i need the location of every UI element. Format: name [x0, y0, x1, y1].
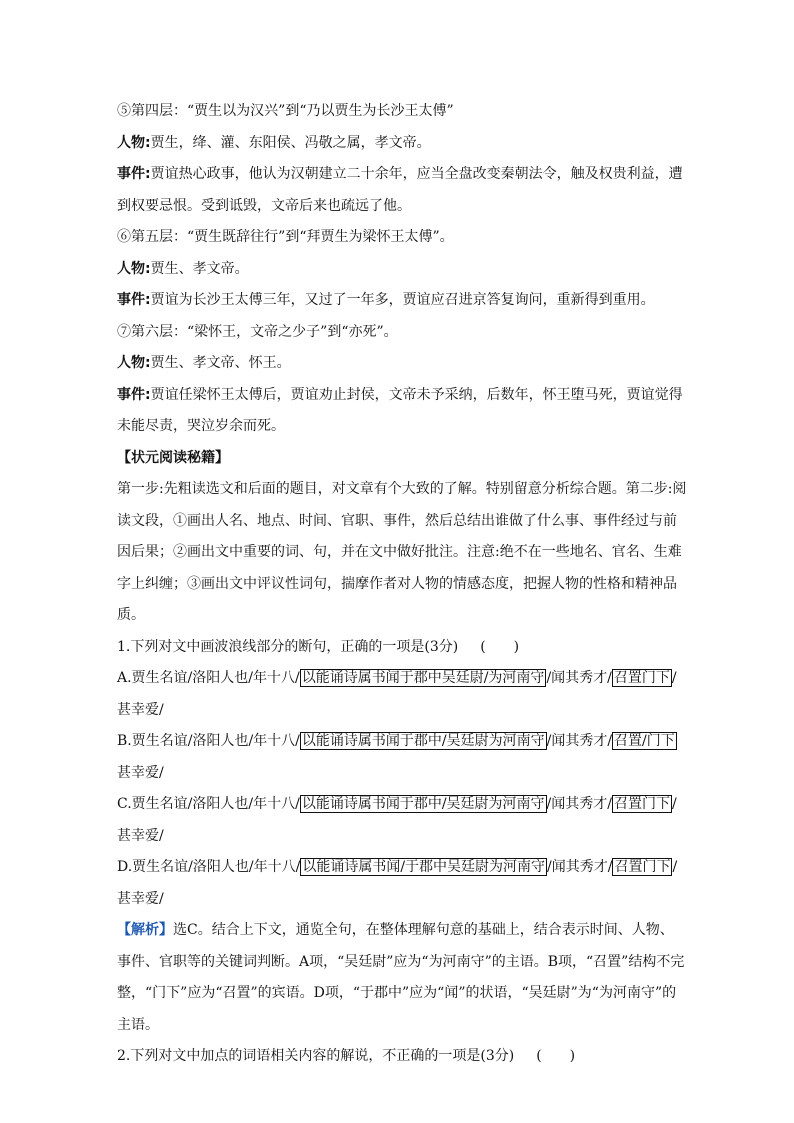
- option-continuation: 甚幸爱/: [117, 827, 164, 844]
- event-label: 事件:: [117, 386, 151, 403]
- option-tail: /: [672, 859, 678, 875]
- option-middle: /闻其秀才/: [547, 859, 613, 875]
- people-label: 人物:: [117, 260, 151, 277]
- people-text: 贾生、孝文帝、怀王。: [150, 355, 291, 371]
- event-label: 事件:: [117, 166, 151, 182]
- wavy-segment-box: 召置门下: [613, 796, 670, 812]
- wavy-segment-box: 以能诵诗属书闻于郡中/吴廷尉为河南守: [301, 733, 545, 749]
- option-prefix: C.贾生名谊/洛阳人也/年十八/: [117, 796, 300, 812]
- section7-event: [117, 380, 687, 443]
- answer-paren: ( ): [480, 638, 520, 655]
- option-b: [117, 726, 687, 789]
- section7-people: [117, 348, 687, 380]
- section7-heading: ⑦第六层：“梁怀王，文帝之少子”到“亦死”。: [117, 323, 398, 340]
- question-2-stem: [117, 1041, 687, 1073]
- wavy-segment-box: 召置门下: [614, 859, 671, 875]
- people-text: 贾生，绛、灌、东阳侯、冯敬之属，孝文帝。: [150, 134, 431, 151]
- document-page: [117, 96, 687, 1073]
- event-label: 事件:: [117, 292, 151, 308]
- option-continuation: 甚幸爱/: [117, 764, 164, 781]
- option-prefix: D.贾生名谊/洛阳人也/年十八/: [117, 859, 301, 875]
- section5-people: [117, 128, 687, 160]
- wavy-segment-box: 召置门下: [613, 670, 670, 686]
- option-tail: /: [671, 670, 677, 686]
- option-continuation: 甚幸爱/: [117, 701, 164, 718]
- tips-body: 第一步:先粗读选文和后面的题目，对文章有个大致的了解。特别留意分析综合题。第二步:阅读文段，①画出人名、地点、时间、官职、事件，然后总结出谁做了什么事、事件经过与前因后果；②画出文中重要的词、句，并在文中做好批注。注意:绝不在一些地名、官名、生难字上纠缠；③画出文中评议性词句，揣摩作者对人物的情感态度，把握人物的性格和精神品质。: [117, 481, 687, 623]
- option-middle: /闻其秀才/: [546, 733, 613, 749]
- analysis-label: 【解析】: [117, 922, 173, 938]
- section6-heading: ⑥第五层：“贾生既辞往行”到“拜贾生为梁怀王太傅”。: [117, 229, 454, 245]
- wavy-segment-box: 以能诵诗属书闻于郡中/吴廷尉为河南守: [301, 796, 545, 812]
- option-continuation: 甚幸爱/: [117, 890, 164, 907]
- event-text: 贾谊任梁怀王太傅后，贾谊劝止封侯，文帝未予采纳，后数年，怀王堕马死，贾谊觉得未能尽责，哭泣岁余而死。: [117, 386, 683, 434]
- wavy-segment-box: 以能诵诗属书闻于郡中吴廷尉/为河南守: [301, 670, 545, 686]
- section5-heading: ⑤第四层：“贾生以为汉兴”到“乃以贾生为长沙王太傅”: [117, 103, 454, 119]
- option-prefix: A.贾生名谊/洛阳人也/年十八/: [117, 670, 300, 686]
- analysis: [117, 915, 687, 1041]
- wavy-segment-box: 召置/门下: [614, 733, 675, 749]
- option-c: [117, 789, 687, 852]
- section6-event: [117, 285, 687, 317]
- question-1-text: 1.下列对文中画波浪线部分的断句，正确的一项是(3分): [117, 638, 459, 655]
- people-text: 贾生、孝文帝。: [150, 260, 249, 277]
- answer-paren: ( ): [536, 1048, 576, 1064]
- tips-heading: 【状元阅读秘籍】: [117, 449, 229, 466]
- option-a: [117, 663, 687, 726]
- option-middle: /闻其秀才/: [546, 670, 612, 686]
- event-text: 贾谊热心政事，他认为汉朝建立二十余年，应当全盘改变秦朝法令，触及权贵利益，遭到权要忌恨。受到诋毁，文帝后来也疏远了他。: [117, 166, 683, 214]
- question-2-text: 2.下列对文中加点的词语相关内容的解说，不正确的一项是(3分): [117, 1048, 515, 1064]
- event-text: 贾谊为长沙王太傅三年，又过了一年多，贾谊应召进京答复询问，重新得到重用。: [150, 292, 655, 308]
- wavy-segment-box: 以能诵诗属书闻/于郡中吴廷尉为河南守: [302, 859, 546, 875]
- section5-event: [117, 159, 687, 222]
- option-d: [117, 852, 687, 915]
- option-tail: /: [671, 796, 677, 812]
- option-middle: /闻其秀才/: [546, 796, 612, 812]
- section6-people: [117, 254, 687, 286]
- people-label: 人物:: [117, 355, 151, 371]
- people-label: 人物:: [117, 134, 151, 151]
- question-1-stem: [117, 632, 687, 664]
- option-prefix: B.贾生名谊/洛阳人也/年十八/: [117, 733, 300, 749]
- analysis-text: 选C。结合上下文，通览全句，在整体理解句意的基础上，结合表示时间、人物、事件、官职等的关键词判断。A项，“吴廷尉”应为“为河南守”的主语。B项，“召置”结构不完整，“门下”应为“召置”的宾语。D项，“于郡中”应为“闻”的状语，“吴廷尉”为“为河南守”的主语。: [117, 922, 685, 1033]
